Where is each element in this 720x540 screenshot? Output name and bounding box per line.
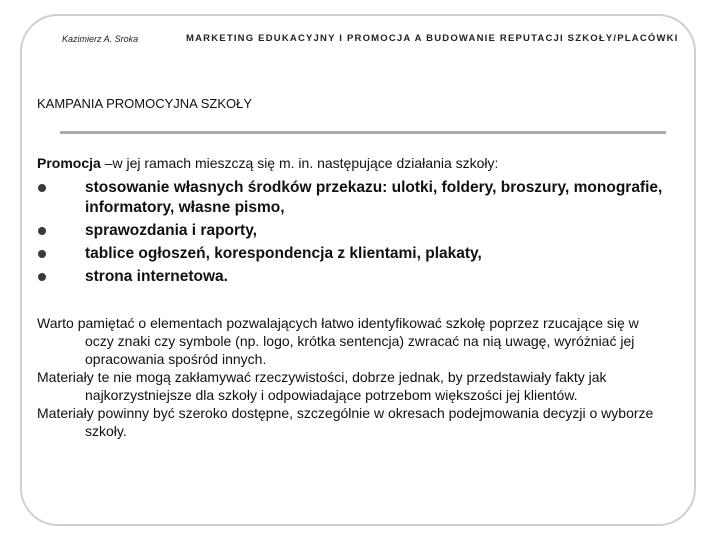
bullet-dot-icon bbox=[38, 227, 46, 235]
bullet-dot-icon bbox=[38, 250, 46, 258]
divider-rule bbox=[60, 131, 666, 134]
intro-rest: –w jej ramach mieszczą się m. in. następujące działania szkoły: bbox=[100, 155, 499, 171]
bullet-item bbox=[37, 267, 677, 287]
paragraph: Materiały powinny być szeroko dostępne, szczególnie w okresach podejmowania decyzji o wyborze szkoły. bbox=[37, 405, 654, 439]
bullet-list bbox=[37, 178, 677, 290]
bullet-text: sprawozdania i raporty, bbox=[85, 222, 257, 239]
bullet-item bbox=[37, 244, 677, 264]
intro-line bbox=[37, 155, 498, 171]
header-title: MARKETING EDUKACYJNY I PROMOCJA A BUDOWANIE REPUTACJI SZKOŁY/PLACÓWKI bbox=[186, 33, 679, 44]
body-text bbox=[37, 314, 667, 440]
paragraph: Warto pamiętać o elementach pozwalających łatwo identyfikować szkołę poprzez rzucające się w oczy znaki czy symbole (np. logo, krótka sentencja) zwracać na nią uwagę, wyróżniać jej opracowania spośród innych. bbox=[37, 315, 639, 367]
bullet-dot-icon bbox=[38, 273, 46, 281]
bullet-item bbox=[37, 178, 677, 218]
paragraph: Materiały te nie mogą zakłamywać rzeczywistości, dobrze jednak, by przedstawiały fakty jak najkorzystniejsze dla szkoły i odpowiadające potrzebom większości jej klientów. bbox=[37, 369, 607, 403]
bullet-text: stosowanie własnych środków przekazu: ulotki, foldery, broszury, monografie, informatory, własne pismo, bbox=[85, 179, 663, 216]
bullet-text: tablice ogłoszeń, korespondencja z klientami, plakaty, bbox=[85, 245, 482, 262]
author-name: Kazimierz A. Sroka bbox=[62, 34, 139, 44]
bullet-item bbox=[37, 221, 677, 241]
intro-bold: Promocja bbox=[37, 155, 101, 171]
bullet-text: strona internetowa. bbox=[85, 268, 228, 285]
bullet-dot-icon bbox=[38, 184, 46, 192]
section-title: KAMPANIA PROMOCYJNA SZKOŁY bbox=[37, 96, 253, 111]
